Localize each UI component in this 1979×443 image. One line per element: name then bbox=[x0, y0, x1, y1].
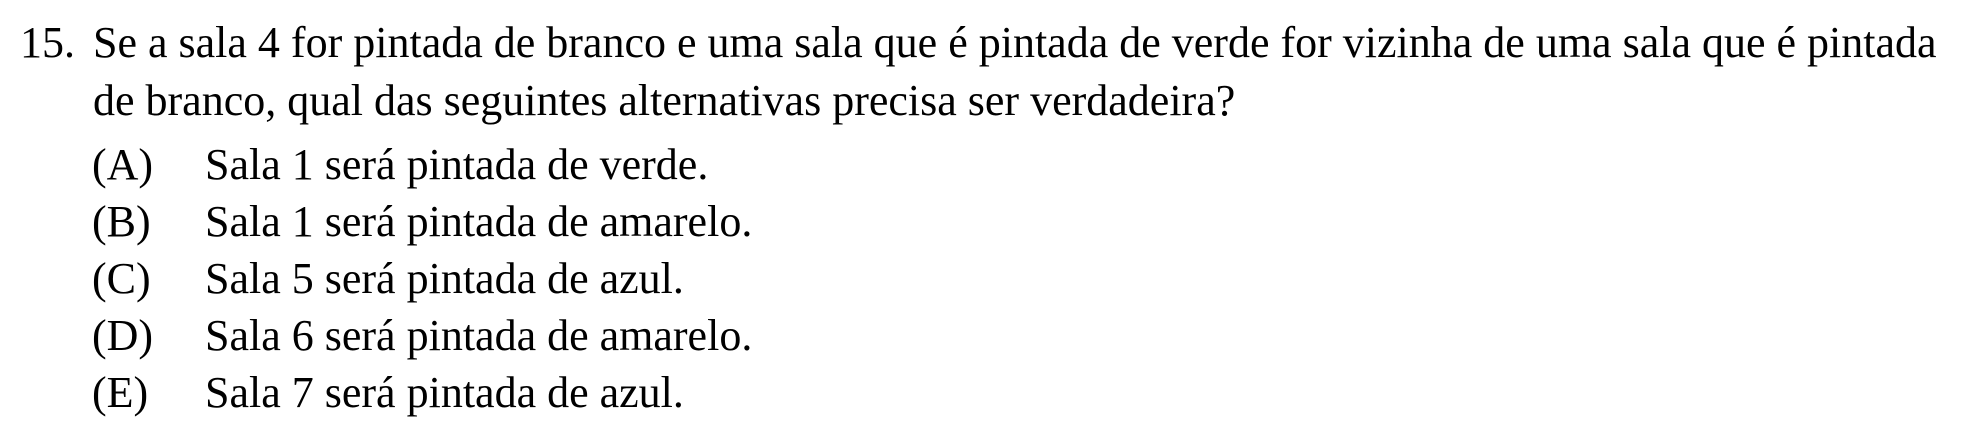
question-block bbox=[20, 14, 1965, 130]
option-a-letter: (A) bbox=[92, 140, 154, 189]
option-e-letter: (E) bbox=[92, 368, 149, 417]
option-d-letter: (D) bbox=[92, 311, 154, 360]
option-e-text: Sala 7 será pintada de azul. bbox=[205, 368, 684, 417]
question-text: Se a sala 4 for pintada de branco e uma sala que é pintada de verde for vizinha de uma sala que é pintada de branco, qual das seguintes alternativas precisa ser verdadeira? bbox=[93, 18, 1937, 125]
question-number: 15. bbox=[20, 18, 75, 67]
option-d-text: Sala 6 será pintada de amarelo. bbox=[205, 311, 753, 360]
option-a bbox=[92, 136, 752, 193]
answer-options bbox=[92, 136, 752, 421]
option-b bbox=[92, 193, 752, 250]
option-b-letter: (B) bbox=[92, 197, 151, 246]
option-e bbox=[92, 364, 752, 421]
option-d bbox=[92, 307, 752, 364]
option-c bbox=[92, 250, 752, 307]
option-b-text: Sala 1 será pintada de amarelo. bbox=[205, 197, 753, 246]
option-c-letter: (C) bbox=[92, 254, 151, 303]
option-c-text: Sala 5 será pintada de azul. bbox=[205, 254, 684, 303]
question-line bbox=[20, 14, 1965, 130]
option-a-text: Sala 1 será pintada de verde. bbox=[205, 140, 709, 189]
